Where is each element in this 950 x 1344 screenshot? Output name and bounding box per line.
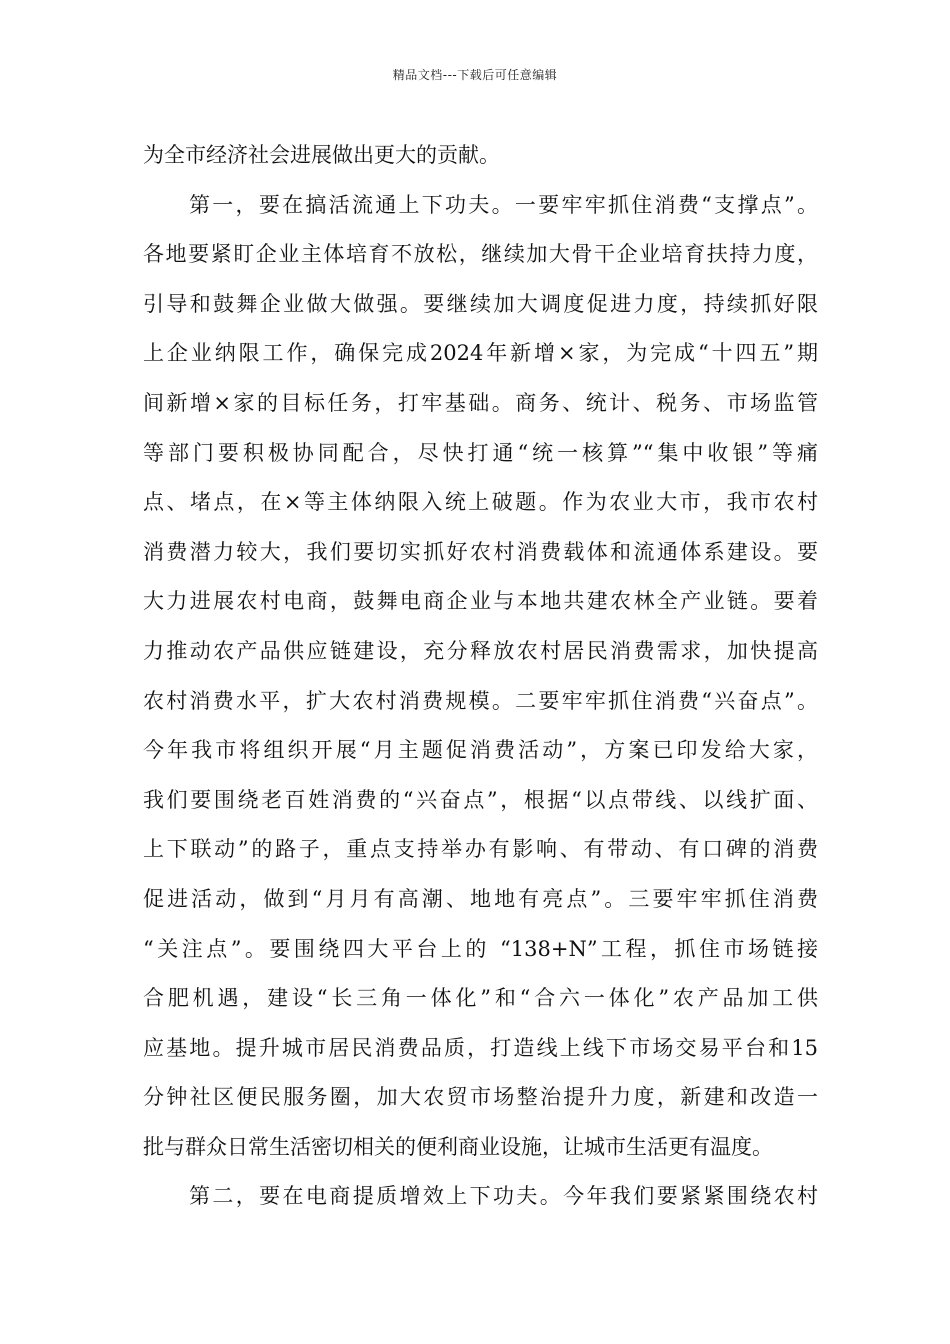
text-line: 间新增×家的目标任务，打牢基础。商务、统计、税务、市场监管 (143, 390, 818, 415)
text-line: 合肥机遇，建设“长三角一体化”和“合六一体化”农产品加工供 (143, 986, 818, 1011)
text-line: 大力进展农村电商，鼓舞电商企业与本地共建农林全产业链。要着 (143, 589, 818, 614)
text-line: 促进活动，做到“月月有高潮、地地有亮点”。三要牢牢抓住消费 (143, 886, 818, 911)
text-line: 分钟社区便民服务圈，加大农贸市场整治提升力度，新建和改造一 (143, 1085, 818, 1110)
text-line: 各地要紧盯企业主体培育不放松，继续加大骨干企业培育扶持力度， (143, 242, 818, 267)
text-line: 上企业纳限工作，确保完成2024年新增×家，为完成“十四五”期 (143, 341, 818, 366)
paragraph-2-first-line: 第二，要在电商提质增效上下功夫。今年我们要紧紧围绕农村 (189, 1184, 818, 1209)
document-body (143, 131, 818, 1222)
text-line: 力推动农产品供应链建设，充分释放农村居民消费需求，加快提高 (143, 638, 818, 663)
text-line: 批与群众日常生活密切相关的便利商业设施，让城市生活更有温度。 (143, 1134, 773, 1159)
text-line: “关注点”。要围绕四大平台上的 “138+N”工程，抓住市场链接 (143, 936, 818, 961)
text-line: 点、堵点，在×等主体纳限入统上破题。作为农业大市，我市农村 (143, 490, 818, 515)
text-line: 我们要围绕老百姓消费的“兴奋点”，根据“以点带线、以线扩面、 (143, 787, 818, 812)
text-line: 引导和鼓舞企业做大做强。要继续加大调度促进力度，持续抓好限 (143, 291, 818, 316)
text-line: 上下联动”的路子，重点支持举办有影响、有带动、有口碑的消费 (143, 837, 818, 862)
text-line: 消费潜力较大，我们要切实抓好农村消费载体和流通体系建设。要 (143, 539, 818, 564)
text-line: 今年我市将组织开展“月主题促消费活动”，方案已印发给大家， (143, 738, 818, 763)
text-line: 为全市经济社会进展做出更大的贡献。 (143, 143, 500, 167)
page-header: 精品文档---下载后可任意编辑 (392, 68, 558, 82)
paragraph-1-first-line: 第一，要在搞活流通上下功夫。一要牢牢抓住消费“支撑点”。 (189, 192, 818, 217)
text-line: 等部门要积极协同配合，尽快打通“统一核算”“集中收银”等痛 (143, 440, 818, 465)
text-line: 应基地。提升城市居民消费品质，打造线上线下市场交易平台和15 (143, 1035, 818, 1060)
text-line: 农村消费水平，扩大农村消费规模。二要牢牢抓住消费“兴奋点”。 (143, 688, 818, 713)
